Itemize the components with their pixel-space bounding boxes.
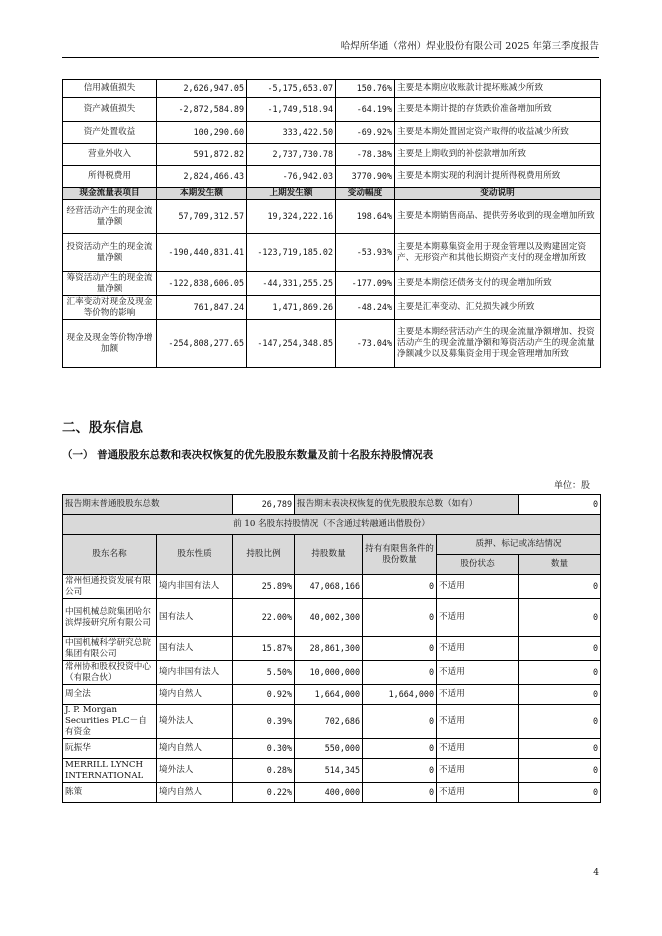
row-prior: -123,719,185.02 — [247, 234, 336, 272]
shareholder-ratio: 5.50% — [233, 661, 295, 685]
pledge-num: 0 — [519, 661, 601, 685]
pledge-status: 不适用 — [437, 759, 519, 783]
row-current: 591,872.82 — [157, 144, 247, 166]
pledge-status: 不适用 — [437, 705, 519, 739]
change-analysis-table — [62, 79, 601, 368]
change-row — [63, 200, 601, 234]
row-change: 198.64% — [336, 200, 395, 234]
shareholder-name: 中国机械总院集团哈尔滨焊接研究所有限公司 — [63, 599, 157, 637]
shareholder-row — [63, 661, 601, 685]
change-row — [63, 144, 601, 166]
shareholder-qty: 550,000 — [295, 739, 363, 759]
shareholder-restricted: 0 — [363, 759, 437, 783]
cash-header-note: 变动说明 — [395, 188, 601, 200]
unit-label: 单位：股 — [553, 481, 590, 491]
shareholder-restricted: 0 — [363, 739, 437, 759]
row-item: 资产处置收益 — [63, 122, 157, 144]
pledge-status: 不适用 — [437, 783, 519, 803]
change-row — [63, 296, 601, 320]
change-row — [63, 320, 601, 368]
top10-title-row — [63, 515, 601, 535]
row-change: -48.24% — [336, 296, 395, 320]
shareholder-qty: 514,345 — [295, 759, 363, 783]
pledge-num: 0 — [519, 575, 601, 599]
shareholder-name: 陈策 — [63, 783, 157, 803]
shareholder-ratio: 0.22% — [233, 783, 295, 803]
col-pledge-header: 质押、标记或冻结情况 — [437, 535, 601, 555]
row-current: -122,838,606.05 — [157, 272, 247, 296]
row-note: 主要是本期应收账款计提坏账减少所致 — [395, 80, 601, 98]
shareholder-ratio: 25.89% — [233, 575, 295, 599]
shareholder-table — [62, 494, 601, 803]
row-item: 现金及现金等价物净增加额 — [63, 320, 157, 368]
shareholder-qty: 40,002,300 — [295, 599, 363, 637]
pledge-status: 不适用 — [437, 599, 519, 637]
common-holders-value: 26,789 — [233, 495, 295, 515]
shareholder-restricted: 0 — [363, 705, 437, 739]
row-change: 3770.90% — [336, 166, 395, 188]
row-item: 所得税费用 — [63, 166, 157, 188]
col-qty-header: 持股数量 — [295, 535, 363, 575]
shareholder-name: J. P. Morgan Securities PLC－自有资金 — [63, 705, 157, 739]
row-current: -254,808,277.65 — [157, 320, 247, 368]
col-restricted-header: 持有有限售条件的股份数量 — [363, 535, 437, 575]
shareholder-nature: 境内非国有法人 — [157, 661, 233, 685]
shareholder-ratio: 0.92% — [233, 685, 295, 705]
pledge-status: 不适用 — [437, 661, 519, 685]
row-item: 资产减值损失 — [63, 98, 157, 122]
shareholder-nature: 国有法人 — [157, 599, 233, 637]
shareholder-row — [63, 783, 601, 803]
row-item: 汇率变动对现金及现金等价物的影响 — [63, 296, 157, 320]
row-note: 主要是本期处置固定资产取得的收益减少所致 — [395, 122, 601, 144]
row-item: 营业外收入 — [63, 144, 157, 166]
cash-flow-header-row — [63, 188, 601, 200]
shareholder-row — [63, 599, 601, 637]
row-note: 主要是上期收到的补偿款增加所致 — [395, 144, 601, 166]
preferred-holders-label: 报告期末表决权恢复的优先股股东总数（如有） — [295, 495, 519, 515]
col-ratio-header: 持股比例 — [233, 535, 295, 575]
row-current: 57,709,312.57 — [157, 200, 247, 234]
shareholder-ratio: 0.30% — [233, 739, 295, 759]
cash-header-item: 现金流量表项目 — [63, 188, 157, 200]
row-current: -2,872,584.89 — [157, 98, 247, 122]
shareholder-nature: 境内自然人 — [157, 783, 233, 803]
pledge-status: 不适用 — [437, 575, 519, 599]
shareholder-name: MERRILL LYNCH INTERNATIONAL — [63, 759, 157, 783]
row-note: 主要是本期经营活动产生的现金流量净额增加、投资活动产生的现金流量净额和筹资活动产生的现金流量净额减少以及募集资金用于现金管理增加所致 — [395, 320, 601, 368]
shareholder-name: 周全法 — [63, 685, 157, 705]
pledge-status: 不适用 — [437, 637, 519, 661]
change-row — [63, 80, 601, 98]
page-header: 哈焊所华通（常州）焊业股份有限公司 2025 年第三季度报告 — [62, 38, 599, 58]
section-subtitle: （一） 普通股股东总数和表决权恢复的优先股股东数量及前十名股东持股情况表 — [62, 449, 434, 461]
shareholder-nature: 境内自然人 — [157, 685, 233, 705]
pledge-num: 0 — [519, 783, 601, 803]
shareholder-row — [63, 739, 601, 759]
row-note: 主要是汇率变动、汇兑损失减少所致 — [395, 296, 601, 320]
pledge-num: 0 — [519, 637, 601, 661]
row-current: 2,626,947.05 — [157, 80, 247, 98]
change-row — [63, 234, 601, 272]
shareholder-qty: 1,664,000 — [295, 685, 363, 705]
shareholder-row — [63, 575, 601, 599]
col-status-header: 股份状态 — [437, 555, 519, 575]
pledge-num: 0 — [519, 705, 601, 739]
shareholder-qty: 28,861,300 — [295, 637, 363, 661]
pledge-num: 0 — [519, 739, 601, 759]
shareholder-nature: 国有法人 — [157, 637, 233, 661]
pledge-num: 0 — [519, 685, 601, 705]
row-note: 主要是本期实现的利润计提所得税费用所致 — [395, 166, 601, 188]
shareholder-qty: 10,000,000 — [295, 661, 363, 685]
shareholder-name: 中国机械科学研究总院集团有限公司 — [63, 637, 157, 661]
pledge-num: 0 — [519, 759, 601, 783]
shareholder-name: 阮振华 — [63, 739, 157, 759]
shareholder-name: 常州恒通投资发展有限公司 — [63, 575, 157, 599]
column-header-row-1 — [63, 535, 601, 555]
row-item: 筹资活动产生的现金流量净额 — [63, 272, 157, 296]
row-note: 主要是本期计提的存货跌价准备增加所致 — [395, 98, 601, 122]
row-current: 100,290.60 — [157, 122, 247, 144]
shareholder-row — [63, 637, 601, 661]
shareholder-restricted: 0 — [363, 599, 437, 637]
row-prior: 1,471,869.26 — [247, 296, 336, 320]
change-row — [63, 122, 601, 144]
row-change: -69.92% — [336, 122, 395, 144]
col-name-header: 股东名称 — [63, 535, 157, 575]
row-change: 150.76% — [336, 80, 395, 98]
cash-header-current: 本期发生额 — [157, 188, 247, 200]
shareholder-ratio: 0.39% — [233, 705, 295, 739]
row-change: -53.93% — [336, 234, 395, 272]
row-prior: -44,331,255.25 — [247, 272, 336, 296]
shareholder-ratio: 0.28% — [233, 759, 295, 783]
row-prior: 19,324,222.16 — [247, 200, 336, 234]
change-row — [63, 166, 601, 188]
shareholder-ratio: 22.00% — [233, 599, 295, 637]
row-change: -78.38% — [336, 144, 395, 166]
page-number: 4 — [593, 868, 599, 878]
shareholder-nature: 境内非国有法人 — [157, 575, 233, 599]
row-item: 信用减值损失 — [63, 80, 157, 98]
shareholder-row — [63, 705, 601, 739]
row-prior: -5,175,653.07 — [247, 80, 336, 98]
shareholder-restricted: 1,664,000 — [363, 685, 437, 705]
shareholder-row — [63, 685, 601, 705]
shareholder-row — [63, 759, 601, 783]
row-prior: 333,422.50 — [247, 122, 336, 144]
row-change: -73.04% — [336, 320, 395, 368]
row-prior: -1,749,518.94 — [247, 98, 336, 122]
row-item: 经营活动产生的现金流量净额 — [63, 200, 157, 234]
shareholder-qty: 702,686 — [295, 705, 363, 739]
top10-title: 前 10 名股东持股情况（不含通过转融通出借股份） — [63, 515, 601, 535]
cash-header-change: 变动幅度 — [336, 188, 395, 200]
shareholder-nature: 境内自然人 — [157, 739, 233, 759]
pledge-status: 不适用 — [437, 685, 519, 705]
row-change: -177.09% — [336, 272, 395, 296]
cash-header-prior: 上期发生额 — [247, 188, 336, 200]
shareholder-restricted: 0 — [363, 637, 437, 661]
section-title: 二、股东信息 — [62, 420, 143, 436]
shareholder-nature: 境外法人 — [157, 759, 233, 783]
shareholder-name: 常州协和股权投资中心（有限合伙） — [63, 661, 157, 685]
row-item: 投资活动产生的现金流量净额 — [63, 234, 157, 272]
shareholder-restricted: 0 — [363, 661, 437, 685]
shareholder-ratio: 15.87% — [233, 637, 295, 661]
change-row — [63, 272, 601, 296]
row-note: 主要是本期募集资金用于现金管理以及购建固定资产、无形资产和其他长期资产支付的现金增加所致 — [395, 234, 601, 272]
row-change: -64.19% — [336, 98, 395, 122]
shareholder-qty: 400,000 — [295, 783, 363, 803]
shareholder-restricted: 0 — [363, 575, 437, 599]
row-prior: -147,254,348.85 — [247, 320, 336, 368]
row-current: -190,440,831.41 — [157, 234, 247, 272]
row-prior: -76,942.03 — [247, 166, 336, 188]
shareholder-nature: 境外法人 — [157, 705, 233, 739]
col-nature-header: 股东性质 — [157, 535, 233, 575]
change-row — [63, 98, 601, 122]
shareholder-restricted: 0 — [363, 783, 437, 803]
shareholder-qty: 47,068,166 — [295, 575, 363, 599]
row-current: 761,847.24 — [157, 296, 247, 320]
row-note: 主要是本期销售商品、提供劳务收到的现金增加所致 — [395, 200, 601, 234]
row-current: 2,824,466.43 — [157, 166, 247, 188]
common-holders-label: 报告期末普通股股东总数 — [63, 495, 233, 515]
pledge-num: 0 — [519, 599, 601, 637]
preferred-holders-value: 0 — [519, 495, 601, 515]
row-note: 主要是本期偿还债务支付的现金增加所致 — [395, 272, 601, 296]
col-num-header: 数量 — [519, 555, 601, 575]
pledge-status: 不适用 — [437, 739, 519, 759]
summary-row — [63, 495, 601, 515]
row-prior: 2,737,730.78 — [247, 144, 336, 166]
